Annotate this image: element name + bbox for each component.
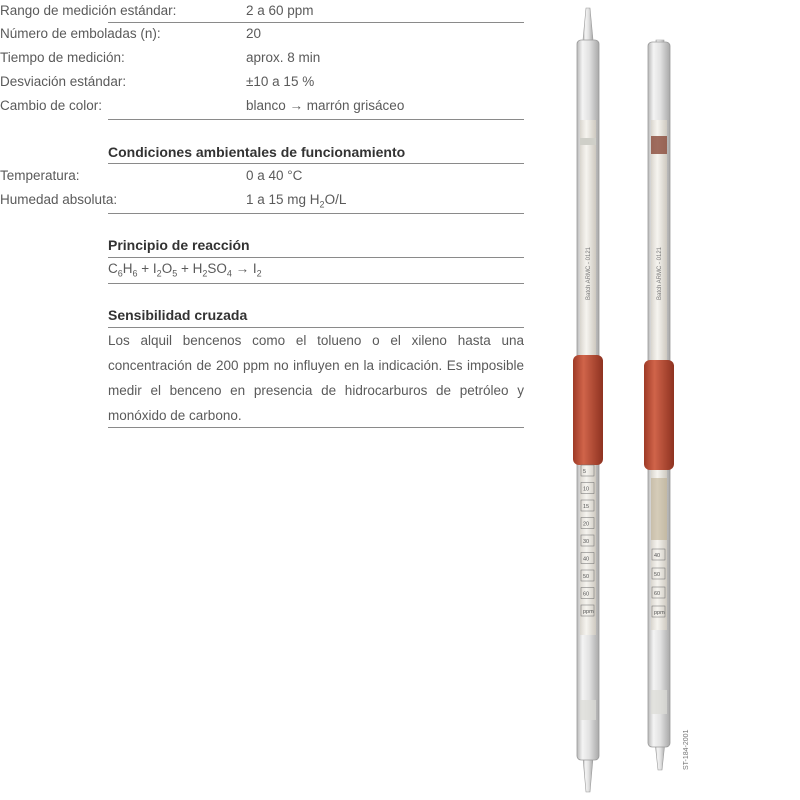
red-band (644, 360, 674, 470)
scale-mark: 40 (583, 556, 590, 563)
spec-value: 20 (246, 26, 262, 41)
scale-mark: 5 (583, 469, 587, 475)
spec-label: Número de emboladas (n): (0, 26, 161, 41)
ambient-row (0, 165, 416, 189)
stain-layer (651, 136, 667, 154)
ambient-row (0, 189, 416, 213)
formula-subscript: 6 (132, 268, 138, 279)
spec-label: Desviación estándar: (0, 74, 127, 89)
spec-row (0, 71, 416, 95)
scale-mark: 30 (583, 539, 590, 545)
formula-part: SO (207, 261, 227, 276)
spec-value: ±10 a 15 % (246, 74, 315, 89)
divider (108, 163, 524, 164)
spec-row (0, 23, 416, 47)
divider (108, 283, 524, 284)
spec-label: Tiempo de medición: (0, 50, 125, 65)
batch-label: Batch ARMC - 0121 (586, 246, 592, 300)
ambient-value: 0 a 40 °C (246, 168, 303, 183)
divider (108, 257, 524, 258)
formula-subscript: 2 (256, 268, 262, 279)
detector-tube-used (644, 40, 674, 770)
cross-sensitivity-text: Los alquil bencenos como el tolueno o el xileno hasta una concentración de 200 ppm no influyen en la indicación. Es imposible medir el benceno en presencia de hidrocarburos de petróleo y monóxido de carbono. (108, 333, 524, 423)
ambient-label: Temperatura: (0, 168, 80, 183)
batch-label: Batch ARMC - 0121 (657, 246, 663, 300)
formula-part: → I (231, 261, 257, 276)
ambient-value: 1 a 15 mg $H_2O/L$ (246, 192, 347, 210)
divider (108, 427, 524, 428)
scale-mark: 40 (654, 553, 661, 559)
formula-subscript: 2 (202, 268, 208, 279)
divider (108, 119, 524, 120)
scale-mark: 50 (654, 572, 661, 578)
scale-mark: 15 (583, 504, 590, 510)
formula-subscript: 4 (226, 268, 232, 279)
discolored-zone (651, 478, 667, 540)
spec-value: aprox. 8 min (246, 50, 321, 65)
spec-row (0, 0, 416, 24)
formula-part: + H (177, 261, 203, 276)
scale-mark: 60 (654, 591, 661, 597)
divider (108, 213, 524, 214)
formula-part: O (161, 261, 173, 276)
detector-tube-unused (573, 8, 603, 792)
scale-mark: 50 (583, 574, 590, 580)
reaction-formula (108, 261, 262, 279)
spec-row (0, 47, 416, 71)
red-band (573, 355, 603, 465)
detector-tubes-illustration (540, 0, 740, 800)
scale-mark: 20 (583, 521, 590, 528)
spec-label: Rango de medición estándar: (0, 3, 177, 18)
image-credit: ST-184-2001 (683, 729, 690, 770)
ambient-label: Humedad absoluta: (0, 192, 118, 207)
spec-row (0, 95, 416, 119)
scale-mark: ppm (583, 609, 594, 615)
spec-value: 2 a 60 ppm (246, 3, 314, 18)
formula-subscript: 5 (172, 268, 178, 279)
scale-mark: 10 (583, 486, 590, 493)
formula-subscript: 6 (117, 268, 123, 279)
spec-value: blanco → marrón grisáceo (246, 98, 405, 113)
spec-label: Cambio de color: (0, 98, 103, 113)
formula-part: H (122, 261, 133, 276)
ambient-heading: Condiciones ambientales de funcionamiento (108, 144, 406, 160)
formula-part: + I (137, 261, 157, 276)
scale-mark: ppm (654, 610, 665, 616)
reaction-heading: Principio de reacción (108, 237, 250, 253)
formula-part: C (108, 261, 118, 276)
formula-subscript: 2 (156, 268, 162, 279)
cross-sensitivity-heading: Sensibilidad cruzada (108, 307, 248, 323)
scale-mark: 60 (583, 591, 590, 598)
